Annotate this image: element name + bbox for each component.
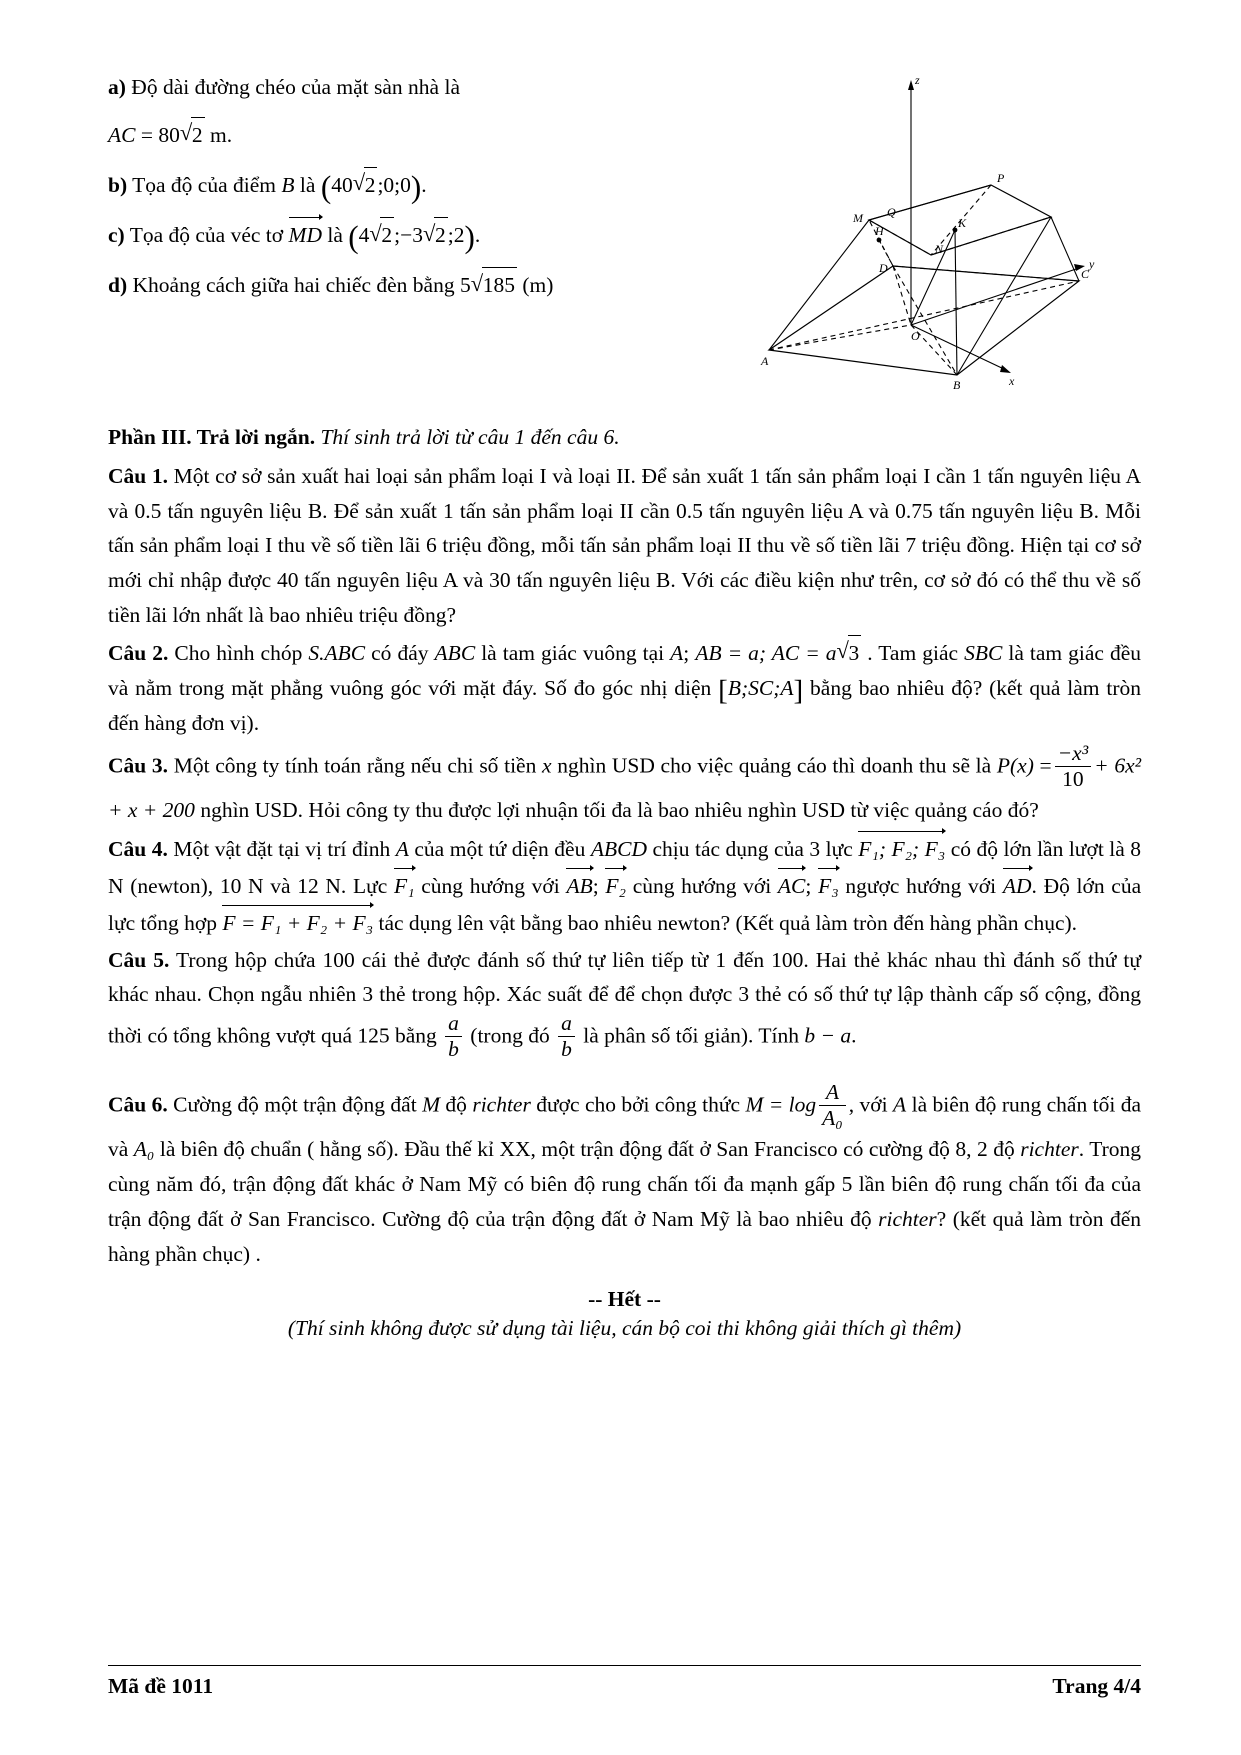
statement-c-label: c) — [108, 223, 125, 248]
q2-abc: ABC — [434, 640, 476, 665]
question-4-text-9: ngược hướng với — [845, 873, 997, 898]
c-coord1-radicand: 2 — [380, 217, 394, 253]
formula-unit: m — [210, 122, 227, 147]
svg-text:z: z — [915, 73, 920, 87]
c-coord2-coef: −3 — [400, 223, 424, 248]
q4-ac: AC — [778, 867, 805, 904]
question-2-text-3: là tam giác vuông tại — [481, 640, 665, 665]
q5-period: . — [851, 1023, 857, 1048]
question-3 — [108, 742, 1141, 828]
question-2-text-1: Cho hình chóp — [174, 640, 303, 665]
statement-a-text: Độ dài đường chéo của mặt sàn nhà là — [131, 75, 460, 99]
question-6-text-2: độ — [445, 1092, 467, 1117]
question-4-text-7: cùng hướng với — [632, 873, 772, 898]
q6-richter-1: richter — [472, 1092, 531, 1117]
question-5 — [108, 943, 1141, 1064]
q4-semicolon-1: ; — [592, 873, 599, 898]
svg-text:D: D — [879, 261, 888, 275]
question-4-text-11: tác dụng lên vật bằng bao nhiêu newton? (Kết quả làm tròn đến hàng phần chục). — [378, 910, 1078, 935]
q4-ab: AB — [566, 867, 592, 904]
q2-a: A — [670, 640, 684, 665]
b-coord-radicand: 2 — [364, 167, 378, 203]
q5-frac2-den: b — [558, 1036, 575, 1062]
part3-heading-italic: Thí sinh trả lời từ câu 1 đến câu 6. — [320, 425, 620, 449]
q5-frac2-num: a — [561, 1011, 572, 1036]
q4-f3: F₃ — [818, 867, 839, 904]
svg-text:C: C — [1081, 267, 1090, 281]
formula-period: . — [226, 122, 233, 147]
question-1-text: Một cơ sở sản xuất hai loại sản phẩm loại I và loại II. Để sản xuất 1 tấn sản phẩm loại I cần 1 tấn nguyên liệu A và 0.5 tấn nguyên liệu B. Để sản xuất 1 tấn sản phẩm loại II cần 0.5 tấn nguyên liệu A và 0.75 tấn nguyên liệu B. Mỗi tấn sản phẩm loại I thu về số tiền lãi 6 triệu đồng, mỗi tấn sản phẩm loại II thu về số tiền lãi 7 triệu đồng. Hiện tại cơ sở mới chỉ nhập được 40 tấn nguyên liệu A và 30 tấn nguyên liệu B. Với các điều kiện như trên, cơ sở đó có thể thu về số tiền lãi lớn nhất là bao nhiêu triệu đồng? — [108, 463, 1141, 628]
q6-frac-num: A — [825, 1080, 840, 1105]
statement-d-label: d) — [108, 273, 128, 298]
question-5-text-3: là phân số tối giản). Tính — [583, 1023, 799, 1048]
q5-frac1-num: a — [448, 1011, 459, 1036]
question-4 — [108, 830, 1141, 940]
statement-b-period: . — [421, 172, 427, 197]
statement-b-text-1: Tọa độ của điểm — [132, 172, 277, 197]
exam-code: Mã đề 1011 — [108, 1674, 214, 1698]
svg-text:y: y — [1089, 257, 1095, 271]
vector-md: MD — [289, 216, 322, 253]
question-2-text-6: là tam giác đều và nằm trong mặt phẳng vuông góc với mặt đáy. Số đo góc nhị diện — [108, 640, 1142, 700]
svg-text:K: K — [958, 216, 967, 230]
paren-close: ) — [464, 220, 475, 256]
statement-a-formula — [108, 117, 708, 153]
q3-var-x: x — [542, 753, 552, 778]
svg-text:A: A — [761, 354, 769, 368]
svg-text:x: x — [1009, 374, 1015, 388]
question-4-text-1: Một vật đặt tại vị trí đỉnh — [173, 837, 391, 862]
q2-dihedral: B;SC;A — [727, 675, 794, 700]
page-number: Trang 4/4 — [1052, 1674, 1141, 1698]
question-3-text-1: Một công ty tính toán rằng nếu chi số tiền — [173, 753, 537, 778]
q4-a: A — [395, 837, 409, 862]
q6-formula-lhs: M = log — [745, 1092, 817, 1117]
q4-sum: F = F₁ + F₂ + F₃ — [222, 904, 373, 941]
q3-fraction — [1055, 741, 1092, 792]
svg-text:O: O — [911, 329, 920, 343]
formula-coef: 80 — [158, 122, 180, 147]
q6-frac-den: A₀ — [819, 1105, 846, 1131]
q6-richter-3: richter — [878, 1206, 937, 1231]
statement-d-text: Khoảng cách giữa hai chiếc đèn bằng — [132, 273, 455, 298]
svg-text:Q: Q — [887, 205, 896, 219]
question-6-text-5: là biên độ rung chấn tối đa và — [108, 1092, 1142, 1162]
question-5-text-2: (trong đó — [470, 1023, 550, 1048]
question-2-text-7: bằng bao nhiêu độ? (kết quả làm tròn đến hàng đơn vị). — [108, 675, 1141, 735]
q3-frac-den: 10 — [1055, 766, 1092, 792]
q2-radicand: 3 — [848, 635, 862, 671]
question-6-text-4: , với — [848, 1092, 888, 1117]
c-coord-sep: ; — [394, 223, 401, 248]
question-6-text-1: Cường độ một trận động đất — [173, 1092, 417, 1117]
c-coord1-coef: 4 — [358, 223, 370, 248]
c-coord3: ;2 — [447, 223, 465, 248]
d-coef: 5 — [459, 273, 471, 298]
formula-eq: = — [140, 122, 153, 147]
question-2-text-5: . Tam giác — [867, 640, 959, 665]
q6-a: A — [893, 1092, 907, 1117]
svg-text:M: M — [853, 211, 863, 225]
q6-xx: XX — [499, 1137, 531, 1162]
svg-text:P: P — [997, 171, 1005, 185]
q6-a0: A₀ — [133, 1137, 155, 1162]
formula-radicand: 2 — [191, 117, 205, 153]
q4-ad: AD — [1003, 867, 1032, 904]
q2-semicolon: ; — [683, 640, 690, 665]
b-coord-coef: 40 — [331, 172, 353, 197]
part3-heading — [108, 420, 1141, 455]
q2-sabc: S.ABC — [308, 640, 366, 665]
q4-semicolon-2: ; — [805, 873, 812, 898]
paren-open: ( — [320, 169, 332, 205]
top-statements-block — [108, 70, 1141, 390]
question-4-text-2: của một tứ diện đều — [414, 837, 586, 862]
question-2-label: Câu 2. — [108, 640, 169, 665]
c-coord2-radicand: 2 — [434, 217, 448, 253]
exam-note: (Thí sinh không được sử dụng tài liệu, cán bộ coi thi không giải thích gì thêm) — [287, 1316, 962, 1341]
q4-abcd: ABCD — [590, 837, 647, 862]
q5-fraction-2 — [558, 1011, 575, 1062]
statement-c-period: . — [474, 223, 481, 248]
svg-text:H: H — [875, 224, 884, 238]
formula-ac: AC — [108, 122, 136, 147]
q2-sbc: SBC — [964, 640, 1003, 665]
page-footer — [108, 1665, 1141, 1699]
paren-open: ( — [348, 220, 359, 256]
q5-expression: b − a — [804, 1023, 852, 1048]
statement-c — [108, 216, 708, 256]
question-3-text-2: nghìn USD cho việc quảng cáo thì doanh thu sẽ là — [557, 753, 992, 778]
q3-frac-num: −x³ — [1057, 741, 1089, 766]
q5-frac1-den: b — [445, 1036, 462, 1062]
statement-b — [108, 167, 708, 203]
question-1-label: Câu 1. — [108, 463, 169, 488]
question-6-text-6: là biên độ chuẩn ( hằng số). Đầu thế kỉ — [159, 1137, 494, 1162]
question-1 — [108, 459, 1141, 633]
d-unit: (m) — [522, 273, 554, 298]
question-6-text-8: . Trong cùng năm đó, trận động đất khác ở Nam Mỹ có biên độ rung chấn tối đa mạnh gấp 5 lần biên độ rung chấn tối đa của trận động đất ở San Francisco. Cường độ của trận động đất ở Nam Mỹ là bao nhiêu độ — [108, 1137, 1142, 1231]
q3-px: P(x) — [996, 753, 1034, 778]
d-radicand: 185 — [482, 267, 517, 303]
statement-c-text-1: Tọa độ của véc tơ — [129, 223, 284, 248]
statement-a-label: a) — [108, 75, 126, 99]
question-4-text-4: có độ lớn lần lượt là 8 N (newton), 10 N và 12 N. Lực — [108, 837, 1142, 898]
question-6 — [108, 1081, 1141, 1271]
question-6-label: Câu 6. — [108, 1092, 168, 1117]
part3-heading-bold: Phần III. Trả lời ngắn. — [108, 425, 316, 449]
statement-b-point: B — [281, 172, 295, 197]
geometry-figure — [759, 70, 1159, 400]
q4-f1: F₁ — [394, 867, 415, 904]
q6-richter-2: richter — [1020, 1137, 1079, 1162]
q6-m: M — [422, 1092, 441, 1117]
q4-forces: F₁; F₂; F₃ — [858, 830, 945, 867]
statements-column — [108, 70, 708, 303]
q6-fraction — [819, 1080, 846, 1131]
bracket-close: ] — [793, 674, 804, 707]
question-2-text-2: có đáy — [371, 640, 429, 665]
bracket-open: [ — [718, 674, 728, 707]
question-4-label: Câu 4. — [108, 837, 168, 862]
b-coord-rest: ;0;0 — [377, 172, 411, 197]
paren-close: ) — [410, 169, 422, 205]
question-6-text-9: ? (kết quả làm tròn đến hàng phần chục) . — [108, 1206, 1141, 1266]
statement-b-label: b) — [108, 172, 128, 197]
question-6-text-3: được cho bởi công thức — [536, 1092, 741, 1117]
question-2 — [108, 635, 1141, 740]
statement-d — [108, 267, 708, 303]
q2-ab-ac: AB = a; AC = a — [695, 640, 837, 665]
svg-text:B: B — [953, 378, 961, 392]
question-3-text-3: nghìn USD. Hỏi công ty thu được lợi nhuận tối đa là bao nhiêu nghìn USD từ việc quảng cáo đó? — [200, 798, 1039, 823]
question-5-label: Câu 5. — [108, 947, 170, 972]
statement-a — [108, 70, 708, 153]
end-marker: -- Hết -- — [588, 1287, 661, 1312]
q5-fraction-1 — [445, 1011, 462, 1062]
question-4-text-10: . Độ lớn của lực tổng hợp — [108, 873, 1142, 935]
statement-b-text-2: là — [299, 172, 316, 197]
question-3-label: Câu 3. — [108, 753, 169, 778]
statement-c-text-2: là — [327, 223, 343, 248]
question-6-text-7: , một trận động đất ở San Francisco có cường độ 8, 2 độ — [530, 1137, 1015, 1162]
q3-eq: = — [1039, 753, 1052, 778]
question-4-text-5: cùng hướng với — [421, 873, 560, 898]
svg-text:N: N — [935, 242, 944, 256]
question-4-text-3: chịu tác dụng của 3 lực — [652, 837, 853, 862]
question-5-text-1: Trong hộp chứa 100 cái thẻ được đánh số thứ tự liên tiếp từ 1 đến 100. Hai thẻ khác nhau thì đánh số thứ tự khác nhau. Chọn ngẫu nhiên 3 thẻ trong hộp. Xác suất để để chọn được 3 thẻ có số thứ tự lập thành cấp số cộng, đồng thời có tổng không vượt quá 125 bằng — [108, 947, 1141, 1048]
q3-rest: + 6x² + x + 200 — [108, 753, 1142, 823]
q4-f2: F₂ — [605, 867, 626, 904]
